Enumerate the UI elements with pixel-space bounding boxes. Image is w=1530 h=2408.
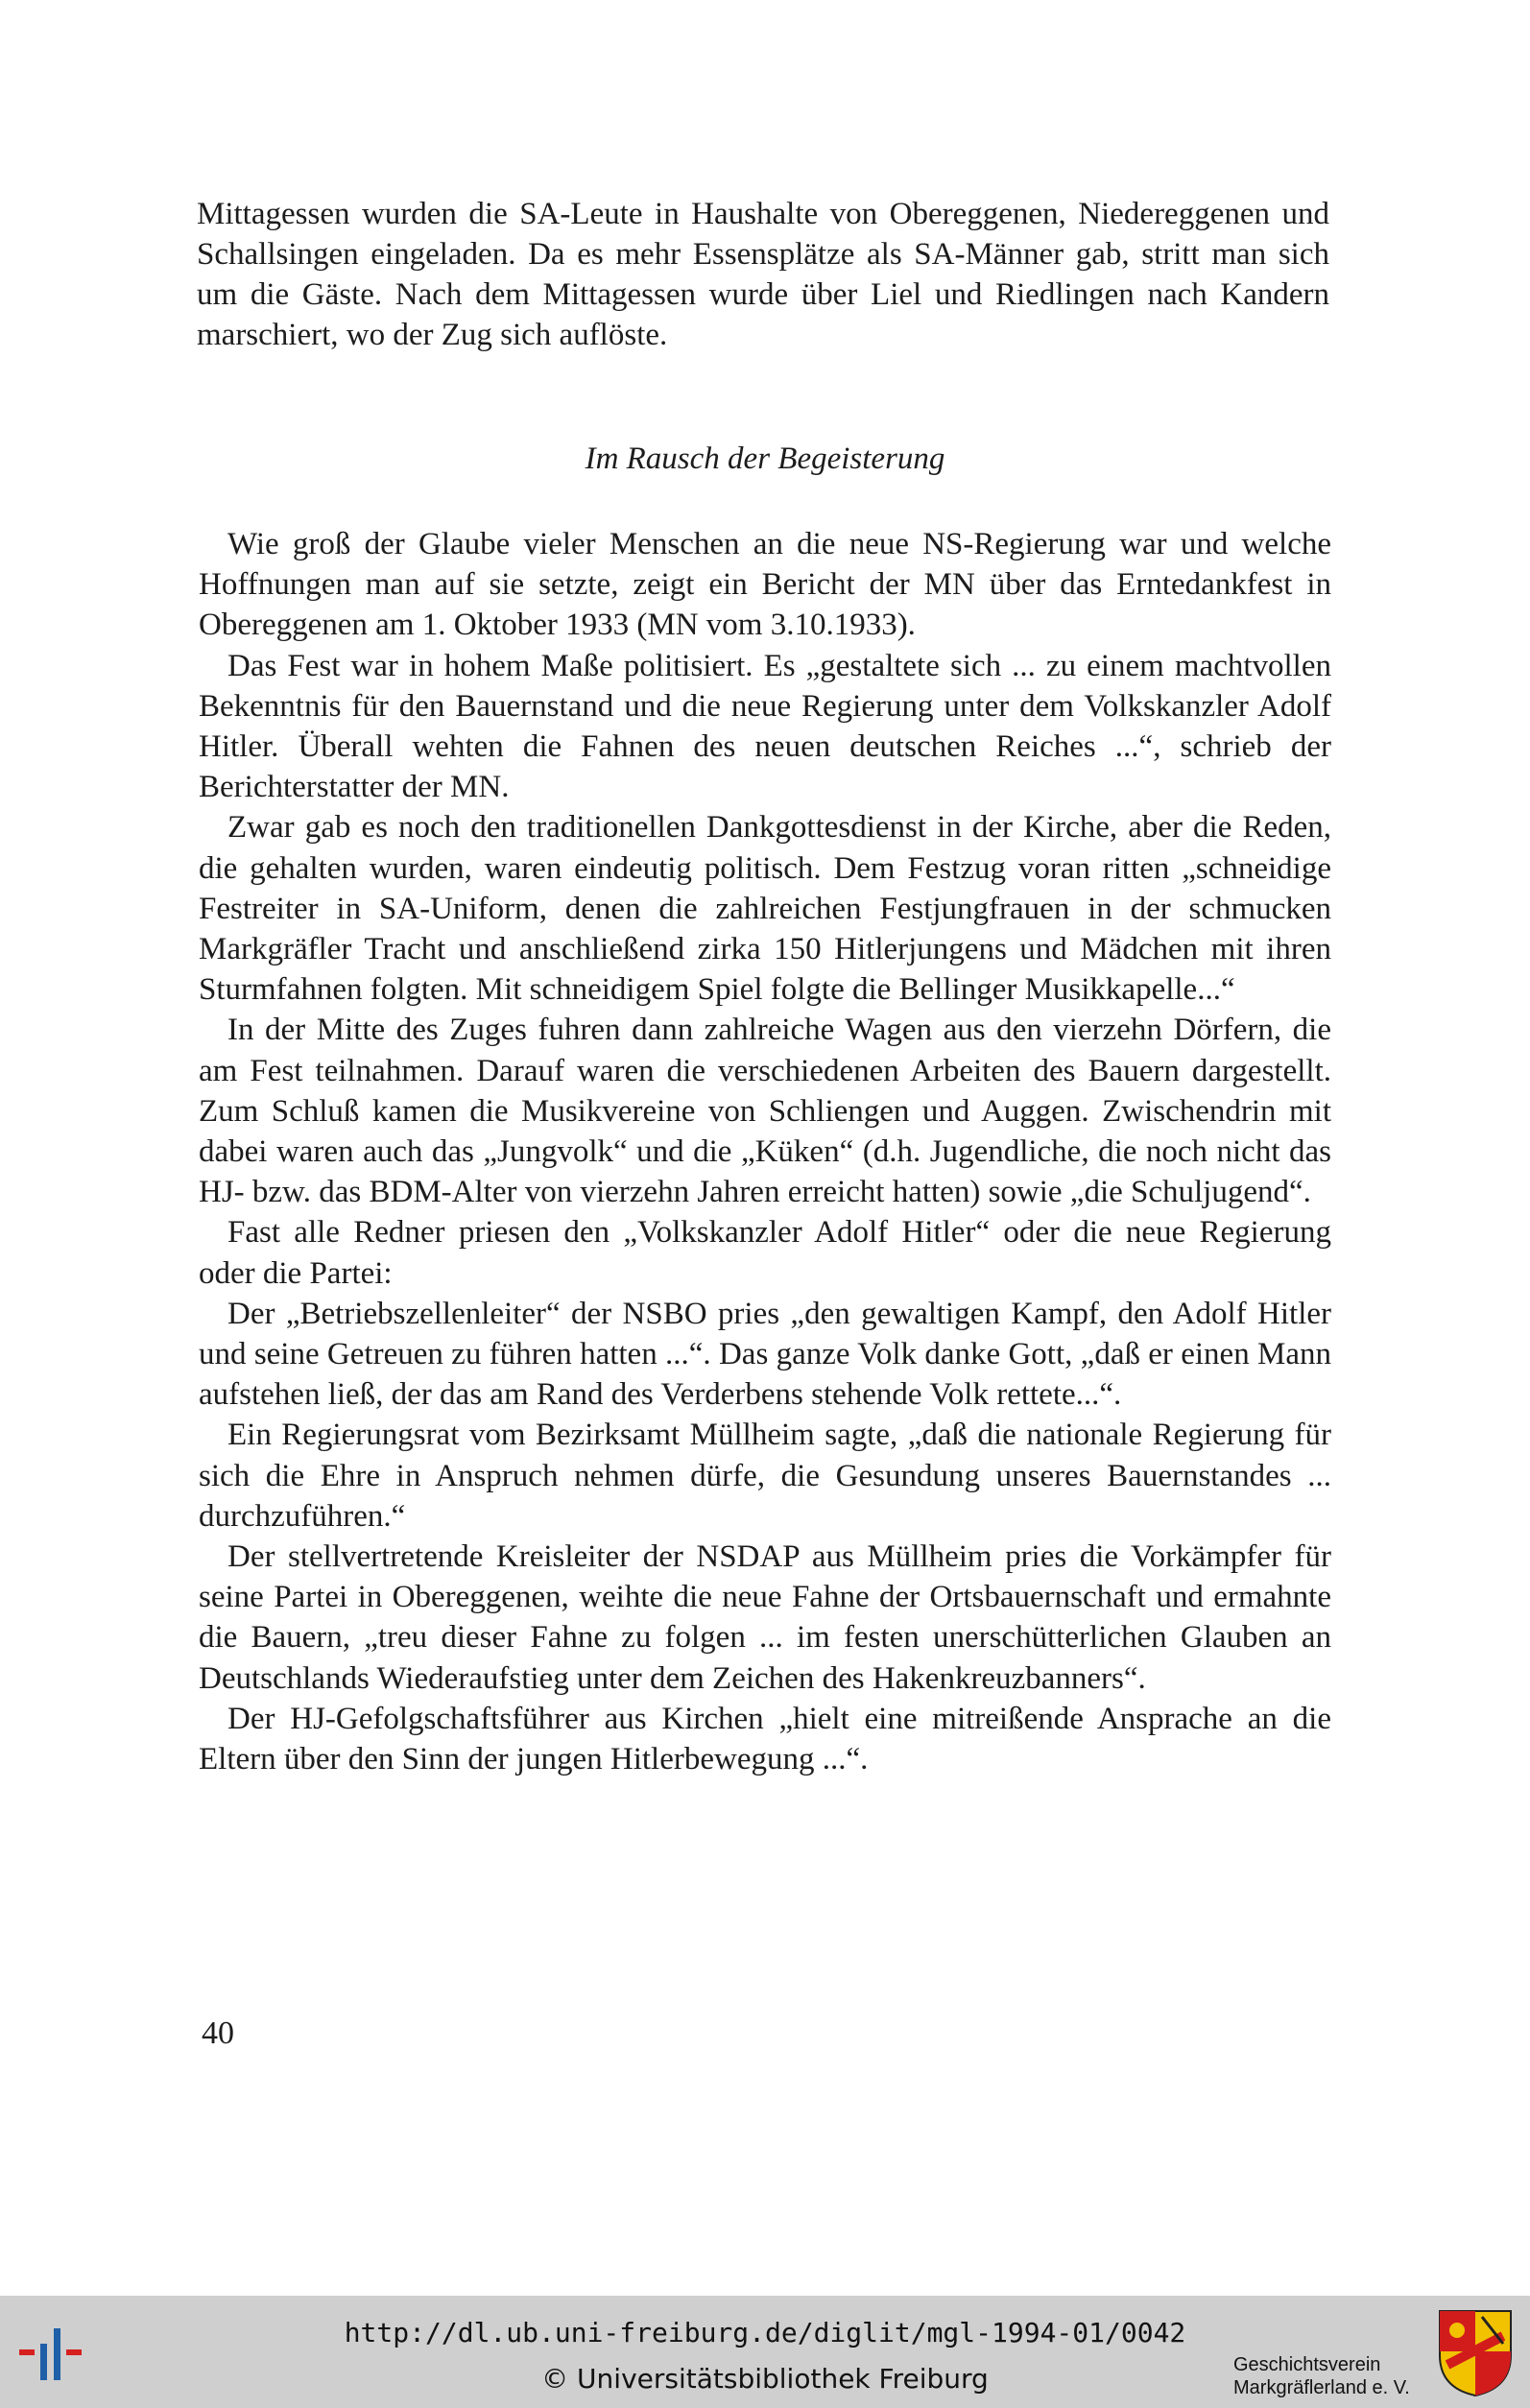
paragraph: Der HJ-Gefolgschaftsführer aus Kirchen „hielt eine mitreißende Ansprache an die Eltern über den Sinn der jungen Hitlerbewegung ...“. bbox=[199, 1701, 1331, 1777]
page-number: 40 bbox=[202, 2015, 234, 2051]
section-heading: Im Rausch der Begeisterung bbox=[585, 441, 945, 476]
paragraph: Der „Betriebszellenleiter“ der NSBO pries „den gewaltigen Kampf, den Adolf Hitler und seine Getreuen zu führen hatten ...“. Das ganze Volk danke Gott, „daß er einen Mann aufstehen ließ, der das am Rand des Verderbens stehende Volk rettete...“. bbox=[199, 1296, 1331, 1413]
paragraph: Wie groß der Glaube vieler Menschen an die neue NS-Regierung war und welche Hoffnungen man auf sie setzte, zeigt ein Bericht der MN über das Erntedankfest in Obereggenen am 1. Oktober 1933 (MN vom 3.10.1933). bbox=[199, 527, 1331, 643]
source-url-link[interactable]: http://dl.ub.uni-freiburg.de/diglit/mgl-1994-01/0042 bbox=[344, 2317, 1186, 2348]
society-name-line2: Markgräflerland e. V. bbox=[1233, 2377, 1410, 2398]
paragraph: Das Fest war in hohem Maße politisiert. Es „gestaltete sich ... zu einem machtvollen Bekenntnis für den Bauernstand und die neue Regierung unter dem Volkskanzler Adolf Hitler. Überall wehten die Fahnen des neuen deutschen Reiches ...“, schrieb der Berichterstatter der MN. bbox=[199, 648, 1331, 805]
copyright-text: © Universitätsbibliothek Freiburg bbox=[541, 2363, 989, 2395]
paragraph: Fast alle Redner priesen den „Volkskanzler Adolf Hitler“ oder die neue Regierung oder die Partei: bbox=[199, 1215, 1331, 1291]
footer-bar bbox=[0, 2296, 1530, 2408]
body-text bbox=[199, 524, 1331, 1779]
paragraph: In der Mitte des Zuges fuhren dann zahlreiche Wagen aus den vierzehn Dörfern, die am Fest teilnahmen. Darauf waren die verschiedenen Arbeiten des Bauern dargestellt. Zum Schluß kamen die Musikvereine von Schliengen und Auggen. Zwischendrin mit dabei waren auch das „Jungvolk“ und die „Küken“ (d.h. Jugendliche, die noch nicht das HJ- bzw. das BDM-Alter von vierzehn Jahren erreicht hatten) sowie „die Schuljugend“. bbox=[199, 1013, 1331, 1210]
paragraph: Ein Regierungsrat vom Bezirksamt Müllheim sagte, „daß die nationale Regierung für sich die Ehre in Anspruch nehmen dürfe, die Gesundung unseres Bauernstandes ... durchzuführen.“ bbox=[199, 1418, 1331, 1534]
paragraph: Zwar gab es noch den traditionellen Dankgottesdienst in der Kirche, aber die Reden, die gehalten wurden, waren eindeutig politisch. Dem Festzug voran ritten „schneidige Festreiter in SA-Uniform, denen die zahlreichen Festjungfrauen in der schmucken Markgräfler Tracht und anschließend zirka 150 Hitlerjungens und Mädchen mit ihren Sturmfahnen folgten. Mit schneidigem Spiel folgte die Bellinger Musikkapelle...“ bbox=[199, 810, 1331, 1008]
society-name-line1: Geschichtsverein bbox=[1233, 2354, 1381, 2375]
society-name bbox=[1233, 2353, 1435, 2399]
paragraph: Der stellvertretende Kreisleiter der NSDAP aus Müllheim pries die Vorkämpfer für seine Partei in Obereggenen, weihte die neue Fahne der Ortsbauernschaft und ermahnte die Bauern, „treu dieser Fahne zu folgen ... im festen unerschütterlichen Glauben an Deutschlands Wiederaufstieg unter dem Zeichen des Hakenkreuzbanners“. bbox=[199, 1539, 1331, 1696]
opening-paragraph: Mittagessen wurden die SA-Leute in Haushalte von Obereggenen, Niedereggenen und Schallsingen eingeladen. Da es mehr Essensplätze als SA-Männer gab, stritt man sich um die Gäste. Nach dem Mittagessen wurde über Liel und Riedlingen nach Kandern marschiert, wo der Zug sich auflöste. bbox=[197, 197, 1329, 352]
coat-of-arms-icon bbox=[1436, 2307, 1515, 2397]
